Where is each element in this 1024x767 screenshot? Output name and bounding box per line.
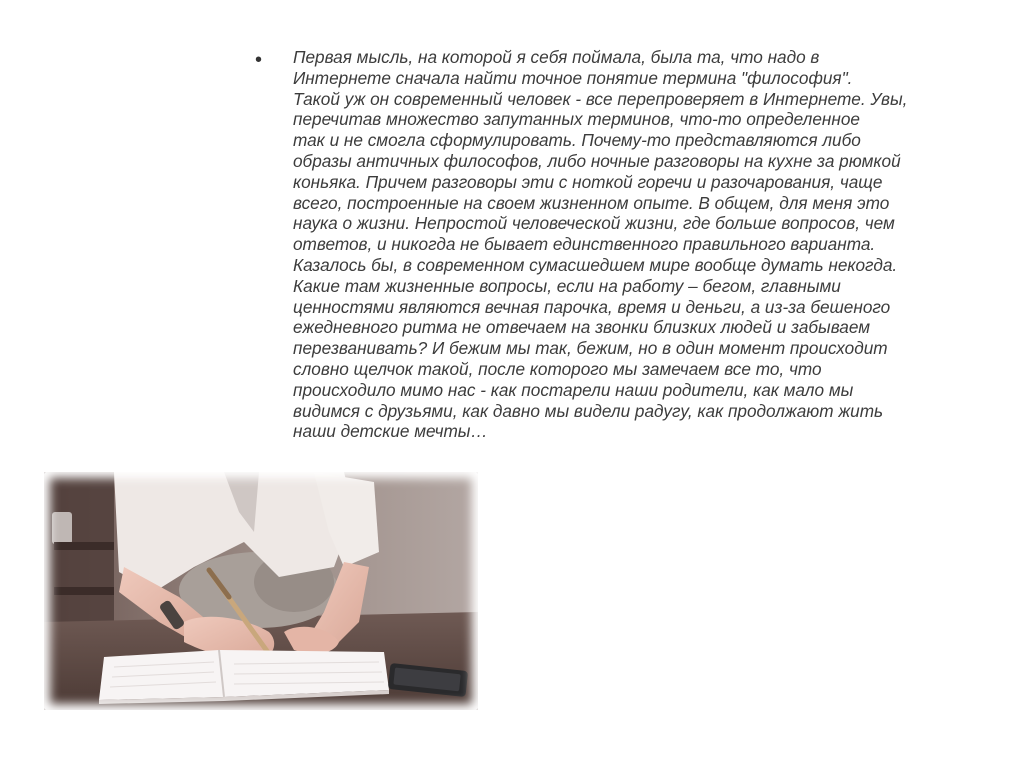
- bullet-marker: •: [255, 49, 263, 71]
- photo-woman-writing: [44, 472, 478, 710]
- photo-illustration: [44, 472, 478, 710]
- body-text-paragraph: Первая мысль, на которой я себя поймала, была та, что надо в Интернете сначала найти точное понятие термина "философия". Такой уж он современный человек - все перепроверяет в Интернете. Увы, перечитав множество запутанных терминов, что-то определенное так и не смогла сформулировать. Почему-то представляются либо образы античных философов, либо ночные разговоры на кухне за рюмкой коньяка. Причем разговоры эти с ноткой горечи и разочарования, чаще всего, построенные на своем жизненном опыте. В общем, для меня это наука о жизни. Непростой человеческой жизни, где больше вопросов, чем ответов, и никогда не бывает единственного правильного варианта. Казалось бы, в современном сумасшедшем мире вообще думать некогда. Какие там жизненные вопросы, если на работу – бегом, главными ценностями являются вечная парочка, время и деньги, а из-за бешеного ежедневного ритма не отвечаем на звонки близких людей и забываем перезванивать? И бежим мы так, бежим, но в один момент происходит словно щелчок такой, после которого мы замечаем все то, что происходило мимо нас - как постарели наши родители, как мало мы видимся с друзьями, как давно мы видели радугу, как продолжают жить наши детские мечты…: [293, 47, 908, 442]
